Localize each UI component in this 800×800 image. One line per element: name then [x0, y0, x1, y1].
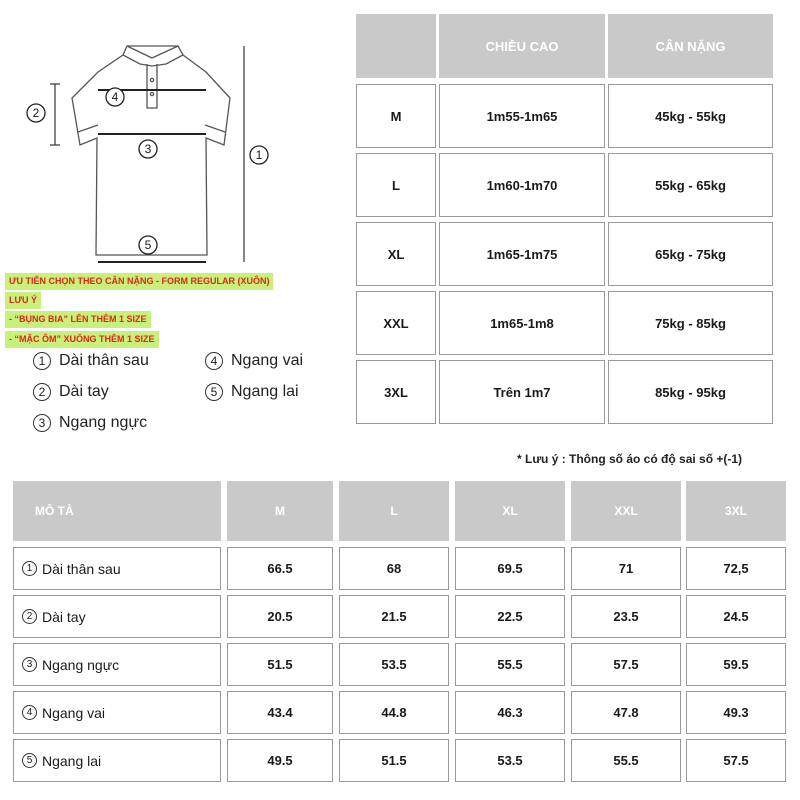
legend-item-4 — [205, 352, 303, 370]
size-table-size: 3XL — [356, 360, 436, 424]
measure-row-label — [13, 595, 221, 638]
size-table-size: XL — [356, 222, 436, 286]
note-label: LƯU Ý — [5, 292, 41, 309]
measure-value: 24.5 — [686, 595, 786, 638]
measure-row-label — [13, 547, 221, 590]
measure-value: 72,5 — [686, 547, 786, 590]
marker-2: 2 — [32, 106, 40, 120]
size-table-height: 1m55-1m65 — [439, 84, 605, 148]
size-table-height: Trên 1m7 — [439, 360, 605, 424]
measure-value: 51.5 — [339, 739, 449, 782]
size-table-height: 1m65-1m8 — [439, 291, 605, 355]
measure-row-label — [13, 643, 221, 686]
measure-row-label — [13, 739, 221, 782]
size-table-size: L — [356, 153, 436, 217]
legend-item-5 — [205, 383, 299, 401]
measure-value: 68 — [339, 547, 449, 590]
measure-value: 23.5 — [571, 595, 681, 638]
measure-value: 55.5 — [571, 739, 681, 782]
legend-num: 1 — [33, 352, 51, 370]
measure-label: Ngang ngực — [42, 656, 120, 673]
measure-value: 69.5 — [455, 547, 565, 590]
tolerance-note: * Lưu ý : Thông số áo có độ sai số +(-1) — [517, 452, 743, 466]
measure-value: 51.5 — [227, 643, 333, 686]
measure-label: Ngang vai — [42, 704, 106, 721]
legend-num: 2 — [33, 383, 51, 401]
legend-num: 3 — [33, 414, 51, 432]
size-table-weight: 55kg - 65kg — [608, 153, 773, 217]
measure-value: 55.5 — [455, 643, 565, 686]
measure-header-size: XXL — [571, 481, 681, 541]
measure-value: 46.3 — [455, 691, 565, 734]
measure-value: 57.5 — [686, 739, 786, 782]
marker-3: 3 — [144, 142, 152, 156]
measure-value: 66.5 — [227, 547, 333, 590]
marker-1: 1 — [255, 148, 263, 162]
legend-label: Dài thân sau — [59, 352, 149, 369]
legend-num: 5 — [205, 383, 223, 401]
legend-item-1 — [33, 352, 149, 370]
measure-value: 57.5 — [571, 643, 681, 686]
size-table-height: 1m60-1m70 — [439, 153, 605, 217]
measure-label: Ngang lai — [42, 752, 102, 769]
measure-header-size: 3XL — [686, 481, 786, 541]
marker-4: 4 — [111, 90, 119, 104]
size-table-weight: 85kg - 95kg — [608, 360, 773, 424]
measure-value: 21.5 — [339, 595, 449, 638]
marker-5: 5 — [144, 238, 152, 252]
measure-num: 3 — [22, 657, 37, 672]
size-table-weight: 65kg - 75kg — [608, 222, 773, 286]
measure-value: 49.3 — [686, 691, 786, 734]
measure-header-size: XL — [455, 481, 565, 541]
measure-value: 22.5 — [455, 595, 565, 638]
measure-num: 1 — [22, 561, 37, 576]
measure-row-label — [13, 691, 221, 734]
size-table-header-height: CHIỀU CAO — [439, 14, 605, 78]
measure-value: 44.8 — [339, 691, 449, 734]
measure-value: 47.8 — [571, 691, 681, 734]
measure-header-desc: MÔ TẢ — [13, 481, 221, 541]
legend-label: Ngang lai — [231, 383, 299, 400]
legend-label: Ngang ngực — [59, 414, 148, 431]
legend-num: 4 — [205, 352, 223, 370]
measure-header-size: L — [339, 481, 449, 541]
size-table-header-weight: CÂN NẶNG — [608, 14, 773, 78]
measure-value: 53.5 — [455, 739, 565, 782]
measure-num: 2 — [22, 609, 37, 624]
legend-item-2 — [33, 383, 109, 401]
size-table-size: XXL — [356, 291, 436, 355]
size-table-height: 1m65-1m75 — [439, 222, 605, 286]
measure-value: 20.5 — [227, 595, 333, 638]
size-table-size: M — [356, 84, 436, 148]
legend-item-3 — [33, 414, 147, 432]
legend-label: Ngang vai — [231, 352, 304, 369]
measure-num: 4 — [22, 705, 37, 720]
measure-value: 71 — [571, 547, 681, 590]
size-table-header-blank — [356, 14, 436, 78]
note-tight-fit: - “MẶC ÔM” XUỐNG THÊM 1 SIZE — [5, 331, 159, 348]
legend-label: Dài tay — [59, 383, 109, 400]
measure-label: Dài tay — [42, 608, 86, 625]
measure-header-size: M — [227, 481, 333, 541]
size-table-weight: 75kg - 85kg — [608, 291, 773, 355]
measure-value: 53.5 — [339, 643, 449, 686]
measure-value: 43.4 — [227, 691, 333, 734]
note-priority: ƯU TIÊN CHỌN THEO CÂN NẶNG - FORM REGULAR (XUÔN) — [5, 273, 273, 290]
measure-num: 5 — [22, 753, 37, 768]
note-beer-belly: - “BỤNG BIA” LÊN THÊM 1 SIZE — [5, 311, 151, 328]
measure-label: Dài thân sau — [42, 560, 121, 577]
measure-value: 49.5 — [227, 739, 333, 782]
size-table-weight: 45kg - 55kg — [608, 84, 773, 148]
measure-value: 59.5 — [686, 643, 786, 686]
